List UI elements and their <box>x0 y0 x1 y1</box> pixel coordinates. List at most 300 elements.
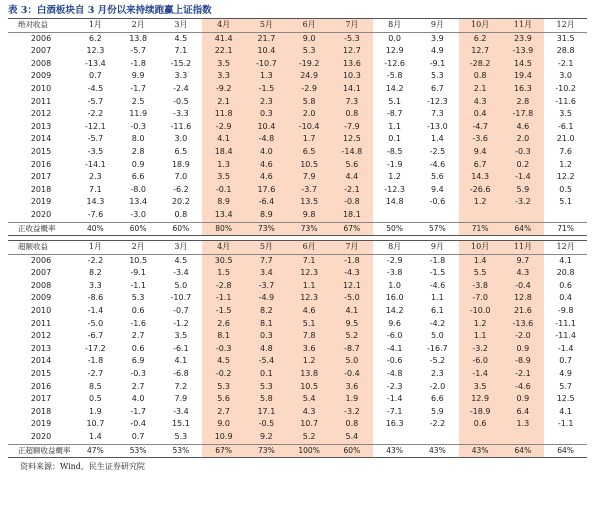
value-cell: -1.5 <box>245 83 288 96</box>
value-cell: -6.1 <box>173 343 189 353</box>
table-row <box>8 418 587 431</box>
value-cell: -8.0 <box>130 184 146 194</box>
table-row <box>8 355 587 368</box>
value-cell: 5.0 <box>331 355 374 368</box>
value-cell: -7.6 <box>87 209 104 219</box>
value-cell: 5.3 <box>288 45 331 58</box>
value-cell: 1.2 <box>459 196 502 209</box>
summary-cell: 64% <box>502 222 545 236</box>
value-cell: -4.8 <box>386 369 403 379</box>
value-cell: -5.8 <box>386 71 403 81</box>
value-cell: -2.2 <box>87 255 104 265</box>
value-cell: -0.4 <box>502 280 545 293</box>
value-cell: -0.5 <box>245 418 288 431</box>
value-cell: 14.5 <box>502 58 545 71</box>
value-cell: 6.4 <box>502 406 545 419</box>
value-cell: -12.1 <box>85 121 106 131</box>
value-cell: 4.8 <box>245 343 288 356</box>
value-cell: 4.3 <box>459 96 502 109</box>
value-cell: -9.8 <box>557 306 574 316</box>
month-header: 3月 <box>160 19 203 33</box>
value-cell: 18.9 <box>171 159 190 169</box>
value-cell: 8.0 <box>131 134 145 144</box>
value-cell: -2.2 <box>429 419 446 429</box>
value-cell: 1.1 <box>431 293 444 303</box>
value-cell: -2.8 <box>202 280 245 293</box>
value-cell: -4.6 <box>429 159 446 169</box>
value-cell: 1.2 <box>459 318 502 331</box>
value-cell: -13.4 <box>85 58 106 68</box>
value-cell: 0.5 <box>89 394 102 404</box>
value-cell: 7.1 <box>288 254 331 267</box>
value-cell: 0.8 <box>331 108 374 121</box>
value-cell: 2.3 <box>89 172 102 182</box>
summary-cell: 71% <box>459 222 502 236</box>
value-cell: 0.4 <box>459 108 502 121</box>
value-cell: 9.2 <box>245 431 288 444</box>
value-cell: 12.5 <box>556 394 575 404</box>
month-header: 3月 <box>160 241 203 255</box>
value-cell: -5.3 <box>331 32 374 45</box>
value-cell: -8.9 <box>502 355 545 368</box>
value-cell: 1.3 <box>245 70 288 83</box>
value-cell: 3.5 <box>202 58 245 71</box>
table-title: 表 3：白酒板块自 3 月份以来持续跑赢上证指数 <box>8 5 212 16</box>
year-cell: 2017 <box>30 394 52 404</box>
value-cell: 12.3 <box>288 292 331 305</box>
value-cell: 13.5 <box>288 196 331 209</box>
value-cell: 5.3 <box>202 381 245 394</box>
value-cell: 2.1 <box>202 96 245 109</box>
value-cell: 7.8 <box>288 330 331 343</box>
value-cell <box>502 209 545 222</box>
value-cell: 2.8 <box>131 146 145 156</box>
value-cell: -1.7 <box>130 83 146 93</box>
value-cell: 8.9 <box>245 209 288 222</box>
summary-cell: 73% <box>288 222 331 236</box>
summary-cell: 60% <box>117 222 160 236</box>
value-cell <box>544 209 587 222</box>
value-cell: -17.2 <box>85 343 106 353</box>
value-cell: 4.6 <box>245 159 288 172</box>
value-cell: -1.4 <box>459 368 502 381</box>
summary-cell: 53% <box>117 444 160 458</box>
value-cell: 1.7 <box>288 133 331 146</box>
month-header: 7月 <box>331 19 374 33</box>
year-cell: 2014 <box>30 356 52 366</box>
value-cell: 10.7 <box>86 419 105 429</box>
table-row <box>8 171 587 184</box>
value-cell: -2.5 <box>429 146 446 156</box>
year-cell: 2009 <box>30 71 52 81</box>
value-cell: 6.2 <box>89 33 102 43</box>
value-cell: -12.3 <box>427 96 448 106</box>
value-cell: 10.5 <box>288 381 331 394</box>
value-cell: 0.0 <box>388 33 401 43</box>
value-cell: 8.5 <box>89 381 102 391</box>
value-cell: -6.2 <box>173 184 189 194</box>
month-header: 5月 <box>245 19 288 33</box>
value-cell: 4.5 <box>174 255 188 265</box>
value-cell: 41.4 <box>202 32 245 45</box>
value-cell: 5.2 <box>288 431 331 444</box>
value-cell: 1.3 <box>202 159 245 172</box>
value-cell: 6.9 <box>131 356 145 366</box>
value-cell: 0.9 <box>502 343 545 356</box>
value-cell: 17.1 <box>245 406 288 419</box>
value-cell: -1.4 <box>87 306 104 316</box>
summary-cell: 57% <box>416 222 459 236</box>
value-cell: 1.1 <box>459 330 502 343</box>
value-cell: 21.6 <box>502 305 545 318</box>
value-cell: 5.2 <box>331 330 374 343</box>
value-cell: 4.9 <box>431 46 444 56</box>
value-cell: -0.2 <box>202 368 245 381</box>
value-cell: 7.1 <box>89 184 102 194</box>
month-header: 2月 <box>117 19 160 33</box>
excess-return-summary-label: 正超额收益概率 <box>8 444 74 458</box>
value-cell: 18.1 <box>331 209 374 222</box>
value-cell: -14.8 <box>331 146 374 159</box>
value-cell: -3.7 <box>288 184 331 197</box>
value-cell: 28.8 <box>556 46 575 56</box>
month-header: 8月 <box>373 241 416 255</box>
table-row <box>8 292 587 305</box>
value-cell: 0.6 <box>131 343 145 353</box>
month-header: 5月 <box>245 241 288 255</box>
table-row <box>8 381 587 394</box>
value-cell: 3.3 <box>174 71 188 81</box>
value-cell: -0.6 <box>386 356 403 366</box>
value-cell: 7.7 <box>245 254 288 267</box>
value-cell: 4.9 <box>559 369 572 379</box>
value-cell: 0.6 <box>131 306 145 316</box>
value-cell: -4.5 <box>87 83 104 93</box>
value-cell: 0.3 <box>245 108 288 121</box>
year-cell: 2008 <box>30 280 52 290</box>
value-cell: 1.4 <box>89 432 102 441</box>
value-cell: 14.3 <box>459 171 502 184</box>
value-cell: -15.2 <box>170 58 192 68</box>
value-cell: 4.1 <box>174 356 188 366</box>
value-cell: 0.6 <box>559 280 572 290</box>
summary-cell: 60% <box>160 222 203 236</box>
value-cell: -1.4 <box>502 171 545 184</box>
value-cell: 6.7 <box>459 159 502 172</box>
value-cell: 1.2 <box>388 172 401 182</box>
value-cell: 12.7 <box>331 45 374 58</box>
value-cell: 11.9 <box>129 109 148 119</box>
value-cell: 3.6 <box>288 343 331 356</box>
value-cell: -3.4 <box>173 268 189 278</box>
value-cell: -6.0 <box>386 331 403 341</box>
value-cell: 9.4 <box>459 146 502 159</box>
month-header: 12月 <box>544 19 587 33</box>
value-cell: 2.7 <box>131 381 145 391</box>
year-cell: 2007 <box>30 46 52 56</box>
value-cell: 1.5 <box>202 267 245 280</box>
value-cell: -5.7 <box>87 134 104 144</box>
value-cell: 16.3 <box>502 83 545 96</box>
value-cell: -9.1 <box>130 268 146 278</box>
value-cell: -11.6 <box>555 96 576 106</box>
value-cell: 13.8 <box>288 368 331 381</box>
table-row <box>8 146 587 159</box>
value-cell: 5.5 <box>459 267 502 280</box>
value-cell <box>416 431 459 444</box>
excess-return-header-label: 超额收益 <box>8 241 74 255</box>
table-row <box>8 305 587 318</box>
value-cell: -10.7 <box>170 293 192 303</box>
value-cell: 4.5 <box>202 355 245 368</box>
summary-cell: 80% <box>202 222 245 236</box>
table-row <box>8 196 587 209</box>
value-cell: 0.7 <box>131 432 145 441</box>
value-cell: 4.6 <box>502 121 545 134</box>
value-cell: 10.5 <box>288 159 331 172</box>
year-cell: 2011 <box>30 318 52 328</box>
year-cell: 2016 <box>30 159 52 169</box>
value-cell: -18.9 <box>459 406 502 419</box>
summary-cell: 50% <box>373 222 416 236</box>
month-header: 12月 <box>544 241 587 255</box>
value-cell: -7.1 <box>386 406 403 416</box>
value-cell: 15.1 <box>171 419 190 429</box>
table-row <box>8 32 587 45</box>
value-cell: 17.6 <box>245 184 288 197</box>
value-cell: 4.0 <box>131 394 145 404</box>
year-cell: 2018 <box>30 184 52 194</box>
value-cell: 9.7 <box>502 254 545 267</box>
value-cell: 5.0 <box>431 331 444 341</box>
value-cell: 4.1 <box>559 406 572 416</box>
year-cell: 2006 <box>30 33 52 43</box>
month-header: 9月 <box>416 241 459 255</box>
month-header: 1月 <box>74 241 117 255</box>
value-cell: 3.3 <box>202 70 245 83</box>
value-cell: 4.6 <box>245 171 288 184</box>
value-cell: 23.9 <box>502 32 545 45</box>
value-cell: 1.2 <box>288 355 331 368</box>
year-cell: 2012 <box>30 109 52 119</box>
excess-return-summary-row <box>8 444 587 458</box>
value-cell: 12.1 <box>331 280 374 293</box>
year-cell: 2007 <box>30 268 52 278</box>
value-cell: -5.0 <box>87 318 104 328</box>
month-header: 1月 <box>74 19 117 33</box>
value-cell: 5.3 <box>131 293 145 303</box>
value-cell: -2.1 <box>331 184 374 197</box>
value-cell: -6.8 <box>173 369 189 379</box>
table-row <box>8 318 587 331</box>
value-cell: -6.4 <box>245 196 288 209</box>
table-row <box>8 133 587 146</box>
value-cell: 10.4 <box>245 121 288 134</box>
year-cell: 2013 <box>30 121 52 131</box>
summary-cell: 71% <box>544 222 587 236</box>
year-cell: 2018 <box>30 406 52 416</box>
value-cell: 3.5 <box>559 109 572 119</box>
value-cell: -3.8 <box>386 268 403 278</box>
value-cell: -5.2 <box>429 356 446 366</box>
value-cell: -8.7 <box>331 343 374 356</box>
value-cell: -11.1 <box>555 318 576 328</box>
value-cell: -8.5 <box>386 146 403 156</box>
value-cell: 1.4 <box>431 134 444 144</box>
month-header: 4月 <box>202 241 245 255</box>
value-cell: 5.3 <box>431 71 444 81</box>
value-cell: -9.2 <box>202 83 245 96</box>
value-cell: 4.3 <box>502 267 545 280</box>
value-cell: -4.2 <box>429 318 446 328</box>
year-cell: 2006 <box>30 255 52 265</box>
value-cell: -0.4 <box>130 419 146 429</box>
value-cell: 1.0 <box>388 280 401 290</box>
value-cell: -14.1 <box>85 159 106 169</box>
value-cell: -4.9 <box>245 292 288 305</box>
value-cell: -1.8 <box>331 254 374 267</box>
value-cell: 3.5 <box>174 331 188 341</box>
value-cell: 4.6 <box>288 305 331 318</box>
value-cell: -0.3 <box>502 146 545 159</box>
table-row <box>8 159 587 172</box>
value-cell: 14.1 <box>331 83 374 96</box>
summary-cell: 100% <box>288 444 331 458</box>
value-cell: 4.1 <box>559 255 572 265</box>
value-cell: -0.3 <box>130 121 146 131</box>
value-cell: 2.7 <box>202 406 245 419</box>
value-cell: 16.0 <box>385 293 404 303</box>
value-cell: 0.2 <box>502 159 545 172</box>
value-cell: 0.9 <box>131 159 145 169</box>
value-cell: 0.8 <box>331 418 374 431</box>
value-cell: 6.6 <box>431 394 444 404</box>
value-cell: 3.4 <box>245 267 288 280</box>
value-cell: -13.6 <box>502 318 545 331</box>
value-cell: 4.1 <box>202 133 245 146</box>
value-cell: -4.6 <box>429 280 446 290</box>
value-cell: 0.3 <box>245 330 288 343</box>
summary-cell: 60% <box>331 444 374 458</box>
value-cell: 2.5 <box>131 96 145 106</box>
value-cell: -1.9 <box>386 159 403 169</box>
value-cell: 18.4 <box>202 146 245 159</box>
value-cell <box>373 209 416 222</box>
value-cell: -2.2 <box>87 109 104 119</box>
value-cell: 2.0 <box>502 133 545 146</box>
year-cell: 2008 <box>30 58 52 68</box>
value-cell: -9.1 <box>429 58 446 68</box>
value-cell: 21.0 <box>556 134 575 144</box>
value-cell: -10.2 <box>555 83 576 93</box>
excess-return-header-row <box>8 241 587 255</box>
value-cell: 14.3 <box>86 197 105 207</box>
value-cell: 13.8 <box>129 33 148 43</box>
value-cell: 9.5 <box>331 318 374 331</box>
year-cell: 2019 <box>30 197 52 207</box>
value-cell <box>373 431 416 444</box>
month-header: 6月 <box>288 241 331 255</box>
value-cell: -3.4 <box>173 406 189 416</box>
table-row <box>8 184 587 197</box>
value-cell: 0.4 <box>559 293 572 303</box>
value-cell: 2.3 <box>431 369 444 379</box>
value-cell: 2.6 <box>202 318 245 331</box>
value-cell: 3.6 <box>331 381 374 394</box>
value-cell: 7.3 <box>431 109 444 119</box>
value-cell: 7.9 <box>288 171 331 184</box>
year-cell: 2014 <box>30 134 52 144</box>
value-cell: 3.0 <box>559 71 572 81</box>
value-cell: 9.6 <box>388 318 401 328</box>
month-header: 10月 <box>459 241 502 255</box>
value-cell: 0.1 <box>245 368 288 381</box>
value-cell: 5.1 <box>388 96 401 106</box>
value-cell: -16.7 <box>427 343 448 353</box>
value-cell: 11.8 <box>202 108 245 121</box>
value-cell: 12.5 <box>331 133 374 146</box>
value-cell: -5.7 <box>87 96 104 106</box>
value-cell: 2.3 <box>245 96 288 109</box>
value-cell: 2.1 <box>459 83 502 96</box>
value-cell: 3.5 <box>202 171 245 184</box>
value-cell: 14.2 <box>385 306 404 316</box>
value-cell: 5.9 <box>502 184 545 197</box>
year-cell: 2015 <box>30 146 52 156</box>
value-cell: -1.1 <box>557 419 574 429</box>
value-cell: 5.3 <box>174 432 188 441</box>
value-cell: 0.7 <box>559 356 572 366</box>
value-cell <box>544 431 587 444</box>
table-row <box>8 431 587 444</box>
value-cell: 7.2 <box>174 381 188 391</box>
table-row <box>8 209 587 222</box>
value-cell: -3.0 <box>130 209 146 219</box>
value-cell: 1.1 <box>388 121 401 131</box>
value-cell: 5.1 <box>288 318 331 331</box>
value-cell: -11.6 <box>170 121 192 131</box>
value-cell: 5.4 <box>288 393 331 406</box>
month-header: 8月 <box>373 19 416 33</box>
value-cell: 10.7 <box>288 418 331 431</box>
value-cell <box>416 209 459 222</box>
summary-cell: 73% <box>245 222 288 236</box>
value-cell: 30.5 <box>202 254 245 267</box>
value-cell: -3.3 <box>173 109 189 119</box>
value-cell: -7.0 <box>459 292 502 305</box>
value-cell: 0.8 <box>174 209 188 219</box>
value-cell: 14.2 <box>385 83 404 93</box>
summary-cell: 67% <box>331 222 374 236</box>
value-cell: -3.7 <box>245 280 288 293</box>
value-cell: -1.4 <box>557 343 574 353</box>
value-cell: -3.8 <box>459 280 502 293</box>
value-cell: 6.7 <box>431 83 444 93</box>
year-cell: 2015 <box>30 369 52 379</box>
value-cell: 2.8 <box>502 96 545 109</box>
value-cell: -12.3 <box>384 184 405 194</box>
value-cell: 5.9 <box>431 406 444 416</box>
value-cell: -2.4 <box>173 83 189 93</box>
source-note: 资料来源：Wind，民生证券研究院 <box>20 462 145 472</box>
value-cell: 6.5 <box>288 146 331 159</box>
table-row <box>8 45 587 58</box>
value-cell: -0.5 <box>173 96 189 106</box>
table-row <box>8 108 587 121</box>
value-cell: 7.9 <box>174 394 188 404</box>
value-cell: -2.0 <box>429 381 446 391</box>
value-cell: 31.5 <box>556 33 575 43</box>
